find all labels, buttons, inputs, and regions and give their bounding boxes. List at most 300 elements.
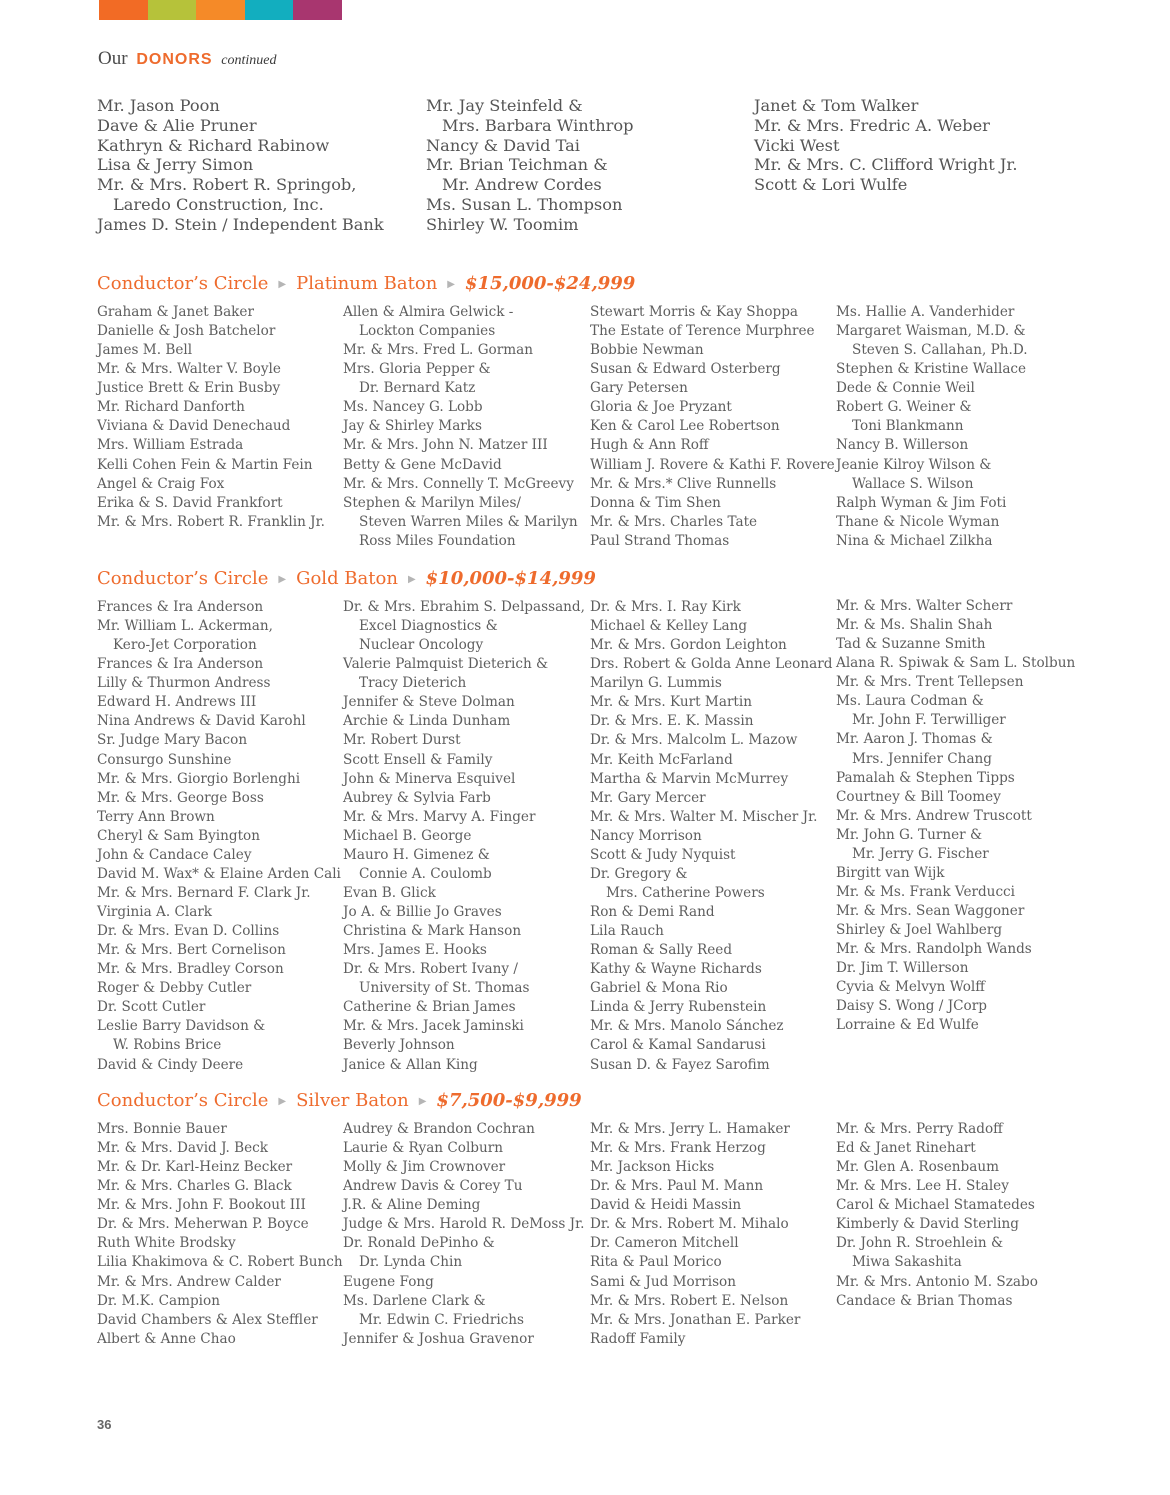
donor-name: Mr. & Mrs. Jerry L. Hamaker <box>590 1121 790 1137</box>
donor-column-top-3 <box>754 96 1074 195</box>
donor-entry <box>97 360 337 379</box>
donor-name: Danielle & Josh Batchelor <box>97 323 276 340</box>
donor-name: Lisa & Jerry Simon <box>97 155 254 175</box>
arrow-icon: ▶ <box>418 1096 427 1107</box>
donor-entry <box>590 1234 830 1253</box>
donor-entry <box>590 1273 830 1292</box>
donor-name: Gary Petersen <box>590 380 688 397</box>
donor-entry <box>836 940 1076 959</box>
donor-entry <box>590 731 830 750</box>
donor-entry <box>97 1253 343 1272</box>
donor-entry <box>754 136 1074 156</box>
donor-entry <box>97 1292 337 1311</box>
donor-name: Mr. & Mrs. Charles G. Black <box>97 1178 292 1195</box>
level-label: Silver Baton <box>296 1090 409 1111</box>
donor-name: Angel & Craig Fox <box>97 475 225 492</box>
donor-name: Mr. & Mrs. George Boss <box>97 789 264 806</box>
donor-name: David Chambers & Alex Steffler <box>97 1311 318 1328</box>
donor-name: Dr. Gregory & <box>590 865 688 882</box>
donor-name-continued: Lockton Companies <box>359 323 496 340</box>
donor-name: Dave & Alie Pruner <box>97 115 257 135</box>
donor-name: Consurgo Sunshine <box>97 751 232 768</box>
donor-entry <box>836 864 1076 883</box>
donor-entry <box>97 712 337 731</box>
donor-entry <box>343 1036 583 1055</box>
color-bars <box>99 0 342 20</box>
donor-name: Erika & S. David Frankfort <box>97 494 283 511</box>
donor-entry <box>836 513 1076 532</box>
level-label: Gold Baton <box>296 568 398 589</box>
donor-entry <box>97 1330 337 1349</box>
donor-entry <box>590 1158 830 1177</box>
donor-column <box>836 303 1076 551</box>
donor-entry <box>343 360 583 398</box>
donor-entry <box>343 1196 583 1215</box>
color-bar <box>99 0 148 20</box>
donor-name: Mr. & Mrs. Jonathan E. Parker <box>590 1311 801 1328</box>
donor-name: Radoff Family <box>590 1330 686 1347</box>
donor-entry <box>836 654 1076 673</box>
donor-entry <box>590 636 830 655</box>
donor-entry <box>343 1177 583 1196</box>
donor-name: John & Minerva Esquivel <box>343 770 516 787</box>
donor-entry <box>590 532 830 551</box>
donor-entry <box>97 865 341 884</box>
donor-entry <box>97 1215 337 1234</box>
donor-entry <box>590 960 830 979</box>
donor-name: Lilia Khakimova & C. Robert Bunch <box>97 1254 343 1271</box>
donor-entry <box>343 1292 583 1330</box>
donor-entry <box>590 941 830 960</box>
donor-entry <box>343 693 583 712</box>
donor-name: Gloria & Joe Pryzant <box>590 399 732 416</box>
donor-name: Tad & Suzanne Smith <box>836 636 986 653</box>
donor-entry <box>343 1056 583 1075</box>
donor-column <box>343 598 583 1075</box>
donor-entry <box>343 475 583 494</box>
donor-name: Dr. & Mrs. Meherwan P. Boyce <box>97 1216 309 1233</box>
donor-entry <box>97 846 337 865</box>
donor-column <box>590 1120 830 1349</box>
donor-entry <box>836 978 1076 997</box>
donor-name: Mr. & Mrs. John F. Bookout III <box>97 1197 306 1214</box>
donor-entry <box>590 789 830 808</box>
donor-column <box>97 1120 343 1349</box>
donor-name: Mrs. Bonnie Bauer <box>97 1121 227 1137</box>
donor-name: Mr. & Mrs. C. Clifford Wright Jr. <box>754 155 1018 175</box>
donor-name-continued: Miwa Sakashita <box>852 1254 962 1271</box>
donor-entry <box>836 788 1076 807</box>
donor-name-continued: Connie A. Coulomb <box>359 865 492 882</box>
donor-entry <box>97 827 337 846</box>
donor-name: Virginia A. Clark <box>97 904 213 920</box>
donor-entry <box>836 303 1076 322</box>
donor-name: J.R. & Aline Deming <box>343 1197 481 1214</box>
donor-entry <box>97 417 337 436</box>
donor-entry <box>836 1139 1076 1158</box>
donor-name: Ruth White Brodsky <box>97 1235 236 1252</box>
donor-entry <box>97 1311 337 1330</box>
donor-name: Mr. & Mrs. Sean Waggoner <box>836 903 1025 919</box>
donor-name: Graham & Janet Baker <box>97 304 254 320</box>
color-bar <box>245 0 294 20</box>
donor-entry <box>97 1017 337 1055</box>
donor-name: Mr. Jay Steinfeld & <box>426 96 583 115</box>
donor-entry <box>97 475 337 494</box>
donor-entry <box>343 846 583 884</box>
donor-entry <box>590 693 830 712</box>
donor-name: Lorraine & Ed Wulfe <box>836 1017 979 1034</box>
donor-name-continued: Mrs. Jennifer Chang <box>852 750 992 767</box>
donor-entry <box>97 693 337 712</box>
color-bar <box>148 0 197 20</box>
arrow-icon: ▶ <box>278 1096 287 1107</box>
donor-column <box>590 303 835 551</box>
donor-entry <box>590 1253 830 1272</box>
donor-name: Audrey & Brandon Cochran <box>343 1121 535 1137</box>
donor-name: Mr. & Mrs. Perry Radoff <box>836 1121 1003 1137</box>
donor-name-continued: Mr. John F. Terwilliger <box>852 712 1006 729</box>
donor-entry <box>590 456 835 475</box>
donor-entry <box>343 808 583 827</box>
donor-name: Kathy & Wayne Richards <box>590 961 762 978</box>
section-title-platinum <box>97 273 635 294</box>
donor-name: Lila Rauch <box>590 923 664 940</box>
donor-entry <box>97 770 337 789</box>
donor-entry <box>343 903 583 922</box>
donor-entry <box>836 959 1076 978</box>
color-bar <box>293 0 342 20</box>
donor-name: Dr. Cameron Mitchell <box>590 1235 739 1252</box>
donor-entry <box>590 827 830 846</box>
donor-name-continued: Nuclear Oncology <box>359 637 484 654</box>
donor-entry <box>836 398 1076 436</box>
heading-our: Our <box>98 48 128 69</box>
circle-label: Conductor’s Circle <box>97 273 269 294</box>
donor-entry <box>590 1292 830 1311</box>
donor-entry <box>343 1017 583 1036</box>
donor-entry <box>836 807 1076 826</box>
donor-name: Scott Ensell & Family <box>343 751 493 768</box>
arrow-icon: ▶ <box>407 574 416 585</box>
donor-entry <box>590 865 830 903</box>
donor-entry <box>426 195 746 215</box>
section-title-gold <box>97 568 596 589</box>
donor-name: Mr. William L. Ackerman, <box>97 618 273 635</box>
donor-name: Mr. & Mrs. Bernard F. Clark Jr. <box>97 884 311 901</box>
donor-name: Scott & Judy Nyquist <box>590 846 736 863</box>
donor-name: Dr. & Mrs. Evan D. Collins <box>97 923 280 940</box>
donor-entry <box>836 1120 1076 1139</box>
donor-entry <box>590 903 830 922</box>
donor-name: Terry Ann Brown <box>97 808 215 825</box>
range-label: $7,500-$9,999 <box>436 1090 582 1111</box>
donor-entry <box>836 616 1076 635</box>
donor-entry <box>343 303 583 341</box>
donor-name: Stewart Morris & Kay Shoppa <box>590 304 799 320</box>
donor-entry <box>97 884 337 903</box>
donor-name: Mr. & Ms. Shalin Shah <box>836 617 993 634</box>
donor-name: Ms. Darlene Clark & <box>343 1292 486 1309</box>
donor-entry <box>97 96 417 116</box>
donor-name: Jennifer & Steve Dolman <box>343 694 515 711</box>
donor-entry <box>590 751 830 770</box>
donor-name: Kimberly & David Sterling <box>836 1216 1019 1233</box>
donor-name: Dr. Scott Cutler <box>97 999 206 1016</box>
donor-name-continued: W. Robins Brice <box>113 1037 222 1054</box>
donor-entry <box>343 494 583 551</box>
donor-name: The Estate of Terence Murphree <box>590 323 815 340</box>
donor-name-continued: Tracy Dieterich <box>359 675 467 692</box>
donor-entry <box>97 136 417 156</box>
donor-name: Evan B. Glick <box>343 884 436 901</box>
donor-entry <box>754 155 1074 175</box>
donor-name: Hugh & Ann Roff <box>590 437 709 454</box>
donor-name: Sr. Judge Mary Bacon <box>97 732 248 749</box>
donor-entry <box>836 597 1076 616</box>
donor-entry <box>97 808 337 827</box>
donor-name-continued: Mr. Jerry G. Fischer <box>852 845 989 862</box>
donor-column <box>590 598 833 1075</box>
donor-name: David M. Wax* & Elaine Arden Cali <box>97 865 341 882</box>
donor-entry <box>836 730 1076 768</box>
donor-entry <box>590 998 830 1017</box>
donor-entry <box>97 1139 337 1158</box>
donor-entry <box>836 902 1076 921</box>
donor-name: Allen & Almira Gelwick - <box>343 304 514 320</box>
donor-entry <box>836 826 1076 864</box>
donor-entry <box>590 674 830 693</box>
donor-name: Nina & Michael Zilkha <box>836 532 993 549</box>
donor-name: Margaret Waisman, M.D. & <box>836 323 1026 340</box>
donor-name: Aubrey & Sylvia Farb <box>343 789 491 806</box>
donor-entry <box>836 456 1076 494</box>
donor-name: Carol & Michael Stamatedes <box>836 1197 1035 1214</box>
donor-name: Shirley W. Toomim <box>426 214 579 234</box>
donor-entry <box>590 475 830 494</box>
donor-entry <box>343 884 583 903</box>
donor-entry <box>97 494 337 513</box>
donor-name: Mr. Gary Mercer <box>590 789 706 806</box>
donor-name: Dr. John R. Stroehlein & <box>836 1235 1004 1252</box>
donor-name: Mrs. William Estrada <box>97 437 244 454</box>
donor-name: Dr. & Mrs. Robert M. Mihalo <box>590 1216 789 1233</box>
circle-label: Conductor’s Circle <box>97 1090 269 1111</box>
donor-entry <box>97 1056 337 1075</box>
donor-entry <box>836 322 1076 360</box>
donor-entry <box>590 1139 830 1158</box>
donor-name: Jo A. & Billie Jo Graves <box>343 904 502 920</box>
donor-entry <box>343 960 583 998</box>
donor-name: Dr. Ronald DePinho & <box>343 1235 495 1252</box>
donor-name: Mr. & Mrs. Antonio M. Szabo <box>836 1273 1038 1290</box>
donor-entry <box>836 532 1076 551</box>
level-label: Platinum Baton <box>296 273 438 294</box>
donor-entry <box>97 674 337 693</box>
donor-name: Mr. & Mrs. Robert R. Franklin Jr. <box>97 513 325 530</box>
donor-entry <box>343 770 583 789</box>
donor-name: Cheryl & Sam Byington <box>97 827 260 844</box>
donor-entry <box>754 96 1074 116</box>
donor-name: Mr. & Mrs. Andrew Truscott <box>836 807 1032 824</box>
donor-name: John & Candace Caley <box>97 846 252 863</box>
donor-name: Janet & Tom Walker <box>754 96 919 115</box>
donor-entry <box>343 789 583 808</box>
donor-column-top-2 <box>426 96 746 235</box>
donor-entry <box>97 979 337 998</box>
donor-name: Martha & Marvin McMurrey <box>590 770 789 787</box>
donor-entry <box>97 215 417 235</box>
donor-entry <box>836 635 1076 654</box>
donor-name: Mr. & Mrs. Robert E. Nelson <box>590 1292 789 1309</box>
donor-name: Nina Andrews & David Karohl <box>97 713 306 730</box>
donor-name-continued: University of St. Thomas <box>359 980 530 997</box>
donor-name: Mrs. James E. Hooks <box>343 942 487 959</box>
donor-entry <box>97 998 337 1017</box>
heading-donors: DONORS <box>136 51 213 68</box>
donor-name: Carol & Kamal Sandarusi <box>590 1037 766 1054</box>
donor-entry <box>97 341 337 360</box>
donor-entry <box>836 1234 1076 1272</box>
donor-entry <box>343 998 583 1017</box>
donor-name: Drs. Robert & Golda Anne Leonard <box>590 656 833 673</box>
donor-name: Beverly Johnson <box>343 1037 455 1054</box>
donor-name: Edward H. Andrews III <box>97 694 257 711</box>
donor-entry <box>590 417 830 436</box>
donor-entry <box>97 1177 337 1196</box>
donor-name: Andrew Davis & Corey Tu <box>343 1178 523 1195</box>
donor-entry <box>590 598 830 617</box>
donor-entry <box>97 322 337 341</box>
donor-name: Stephen & Marilyn Miles/ <box>343 494 522 511</box>
donor-name-continued: Wallace S. Wilson <box>852 475 974 492</box>
page-heading <box>98 48 277 70</box>
donor-name: Ron & Demi Rand <box>590 904 715 920</box>
donor-name: Mr. Robert Durst <box>343 732 461 749</box>
donor-entry <box>343 941 583 960</box>
donor-entry <box>590 1330 830 1349</box>
donor-column <box>836 597 1076 1035</box>
donor-name: Vicki West <box>754 135 840 155</box>
donor-entry <box>590 1311 830 1330</box>
donor-entry <box>97 941 337 960</box>
donor-name: Ed & Janet Rinehart <box>836 1140 976 1157</box>
donor-name: Mr. & Mrs. Walter Scherr <box>836 598 1013 614</box>
donor-name: Michael & Kelley Lang <box>590 618 748 635</box>
donor-name: Christina & Mark Hanson <box>343 923 522 940</box>
donor-name-continued: Laredo Construction, Inc. <box>113 194 324 214</box>
donor-entry <box>97 789 337 808</box>
donor-entry <box>97 655 337 674</box>
donor-entry <box>590 712 830 731</box>
donor-name: Mr. Jackson Hicks <box>590 1159 715 1176</box>
donor-name: Valerie Palmquist Dieterich & <box>343 656 549 673</box>
donor-name: Scott & Lori Wulfe <box>754 175 908 195</box>
donor-entry <box>590 655 833 674</box>
donor-name: Mr. & Mrs.* Clive Runnells <box>590 475 777 492</box>
donor-name: Dr. & Mrs. I. Ray Kirk <box>590 599 741 615</box>
donor-entry <box>343 751 583 770</box>
donor-column <box>97 598 341 1075</box>
donor-name: Dr. & Mrs. Ebrahim S. Delpassand, <box>343 599 585 615</box>
donor-name: William J. Rovere & Kathi F. Rovere <box>590 456 835 473</box>
donor-column <box>97 303 337 532</box>
donor-name: Mr. & Mrs. Robert R. Springob, <box>97 175 357 195</box>
donor-entry <box>426 155 746 195</box>
donor-name: Leslie Barry Davidson & <box>97 1018 266 1035</box>
donor-entry <box>343 398 583 417</box>
donor-entry <box>590 1177 830 1196</box>
donor-name: Janice & Allan King <box>343 1056 478 1073</box>
donor-name: Mr. Keith McFarland <box>590 751 733 768</box>
arrow-icon: ▶ <box>447 279 455 290</box>
donor-name: Roman & Sally Reed <box>590 942 733 959</box>
donor-entry <box>754 175 1074 195</box>
donor-name: Michael B. George <box>343 827 472 844</box>
donor-name: Candace & Brian Thomas <box>836 1292 1013 1309</box>
donor-entry <box>343 827 583 846</box>
donor-name: Mr. John G. Turner & <box>836 826 983 843</box>
donor-name: Mr. Jason Poon <box>97 96 220 115</box>
donor-entry <box>836 360 1076 379</box>
donor-entry <box>590 922 830 941</box>
donor-entry <box>590 513 830 532</box>
donor-entry <box>590 303 830 322</box>
donor-entry <box>343 341 583 360</box>
donor-name: Daisy S. Wong / JCorp <box>836 998 987 1015</box>
donor-entry <box>590 1036 830 1055</box>
donor-name-continued: Mr. Andrew Cordes <box>442 175 602 195</box>
donor-entry <box>97 751 337 770</box>
donor-name: Frances & Ira Anderson <box>97 599 264 615</box>
donor-name: Mr. & Mrs. Andrew Calder <box>97 1273 281 1290</box>
donor-entry <box>97 175 417 215</box>
circle-label: Conductor’s Circle <box>97 568 269 589</box>
donor-name: Dr. & Mrs. E. K. Massin <box>590 713 754 730</box>
donor-entry <box>590 770 830 789</box>
donor-name: Albert & Anne Chao <box>97 1330 236 1347</box>
donor-entry <box>97 379 337 398</box>
donor-entry <box>97 1234 337 1253</box>
donor-name: Jeanie Kilroy Wilson & <box>836 456 992 473</box>
donor-name: Gabriel & Mona Rio <box>590 980 728 997</box>
donor-name: Mr. & Mrs. Manolo Sánchez <box>590 1018 784 1035</box>
donor-name: Mr. & Mrs. Jacek Jaminski <box>343 1018 524 1035</box>
donor-entry <box>97 155 417 175</box>
donor-name: Shirley & Joel Wahlberg <box>836 922 1003 939</box>
donor-entry <box>97 922 337 941</box>
donor-name: Mr. Richard Danforth <box>97 399 245 416</box>
donor-entry <box>343 1158 583 1177</box>
donor-entry <box>97 398 337 417</box>
donor-name: Dr. & Mrs. Malcolm L. Mazow <box>590 732 798 749</box>
heading-continued: continued <box>221 53 277 68</box>
donor-entry <box>836 769 1076 788</box>
donor-entry <box>97 116 417 136</box>
donor-name: Birgitt van Wijk <box>836 864 945 881</box>
donor-name: Bobbie Newman <box>590 342 704 359</box>
donor-entry <box>590 1215 830 1234</box>
donor-name: Mr. & Mrs. Fred L. Gorman <box>343 342 533 359</box>
donor-entry <box>97 303 337 322</box>
donor-name: Courtney & Bill Toomey <box>836 788 1001 805</box>
donor-entry <box>97 513 337 532</box>
donor-entry <box>97 617 337 655</box>
donor-name-continued: Kero-Jet Corporation <box>113 637 257 654</box>
donor-name: Mauro H. Gimenez & <box>343 846 490 863</box>
donor-name: Cyvia & Melvyn Wolff <box>836 979 985 996</box>
donor-entry <box>590 494 830 513</box>
